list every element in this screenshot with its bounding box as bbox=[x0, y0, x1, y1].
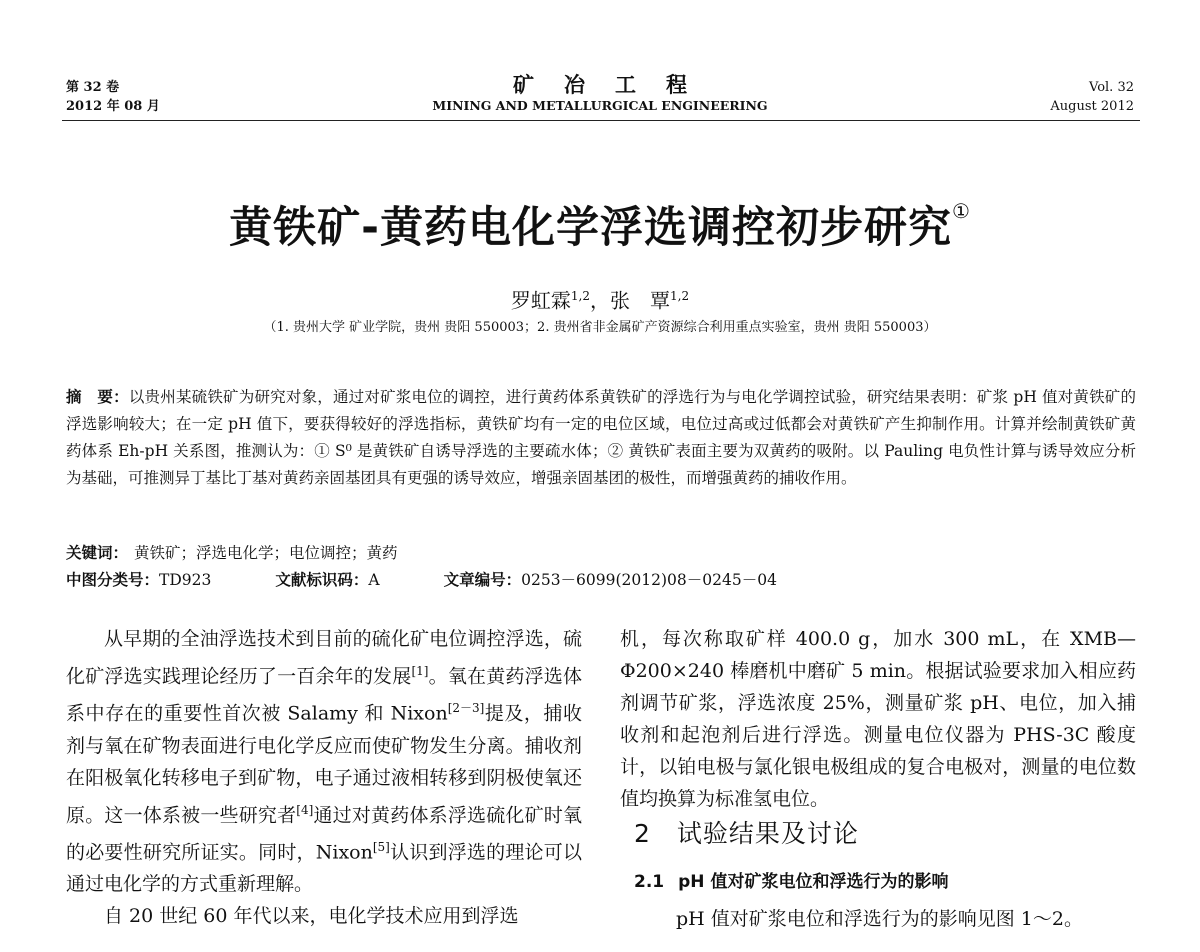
text-run: 通过对黄药体系浮选硫化矿时氧的必要性研究所证实。同时，Nixon bbox=[66, 803, 582, 864]
article-number-label: 文章编号： bbox=[443, 571, 522, 589]
abstract-text: 以贵州某硫铁矿为研究对象，通过对矿浆电位的调控，进行黄药体系黄铁矿的浮选行为与电化学调控试验，研究结果表明：矿浆 pH 值对黄铁矿的浮选影响较大；在一定 pH 值下，要获得较好的浮选指标，黄铁矿均有一定的电位区域，电位过高或过低都会对黄铁矿产生抑制作用。计算并绘制黄铁矿黄药体系 Eh-pH 关系图，推测认为：① S⁰ 是黄铁矿自诱导浮选的主要疏水体；② 黄铁矿表面主要为双黄药的吸附。以 Pauling 电负性计算与诱导效应分析为基础，可推测异丁基比丁基对黄药亲固基团具有更强的诱导效应，增强亲固基团的极性，而增强黄药的捕收作用。 bbox=[66, 388, 1136, 487]
body-paragraph-start: pH 值对矿浆电位和浮选行为的影响见图 1～2。 bbox=[676, 908, 1083, 930]
article-number-value: 0253－6099(2012)08－0245－04 bbox=[521, 571, 777, 589]
body-paragraph: 自 20 世纪 60 年代以来，电化学技术应用到浮选 bbox=[104, 905, 519, 928]
section-heading bbox=[634, 817, 859, 851]
author-separator: ， bbox=[590, 288, 610, 313]
header-right bbox=[1050, 78, 1134, 116]
authors bbox=[0, 282, 1200, 315]
section-number: 2 bbox=[634, 819, 651, 848]
classification-line bbox=[66, 567, 777, 594]
subsection-number: 2.1 bbox=[634, 872, 665, 892]
subsection-title: pH 值对矿浆电位和浮选行为的影响 bbox=[678, 872, 949, 892]
volume-cn: 第 32 卷 bbox=[66, 80, 120, 95]
doc-code-value: A bbox=[368, 571, 380, 589]
clc-label: 中图分类号： bbox=[66, 571, 160, 589]
header-left bbox=[66, 78, 160, 116]
text-run: 提及，捕收剂与氧在矿物表面进行电化学反应而使矿物发生分离。捕收剂在阳极氧化转移电子到矿物，电子通过液相转移到阴极使氧还原。这一体系被一些研究者 bbox=[66, 702, 582, 826]
abstract bbox=[66, 384, 1136, 492]
body-right-column bbox=[620, 623, 1136, 815]
volume-en: Vol. 32 bbox=[1089, 80, 1134, 95]
header-rule bbox=[62, 120, 1140, 121]
keywords-label: 关键词： bbox=[66, 544, 129, 562]
citation: [1] bbox=[411, 664, 429, 678]
citation: [2－3] bbox=[447, 701, 485, 716]
citation: [4] bbox=[296, 802, 314, 817]
clc-value: TD923 bbox=[159, 571, 212, 589]
doc-code-label: 文献标识码： bbox=[275, 571, 369, 589]
body-left-column bbox=[66, 623, 582, 932]
author-2-affiliation: 1,2 bbox=[670, 289, 690, 303]
keywords bbox=[66, 540, 1136, 567]
date-cn: 2012 年 08 月 bbox=[66, 99, 160, 114]
author-1-affiliation: 1,2 bbox=[570, 289, 590, 303]
keywords-text: 黄铁矿；浮选电化学；电位调控；黄药 bbox=[134, 544, 398, 562]
article-title-text: 黄铁矿-黄药电化学浮选调控初步研究 bbox=[229, 203, 952, 253]
journal-name-en: MINING AND METALLURGICAL ENGINEERING bbox=[432, 98, 768, 113]
text-run: 。氧在黄药浮选体系中存在的重要性首次被 Salamy 和 Nixon bbox=[66, 665, 582, 725]
date-en: August 2012 bbox=[1050, 99, 1134, 114]
body-paragraph bbox=[66, 623, 582, 900]
citation: [5] bbox=[372, 839, 390, 854]
body-paragraph: 机，每次称取矿样 400.0 g，加水 300 mL，在 XMB—Φ200×240 棒磨机中磨矿 5 min。根据试验要求加入相应药剂调节矿浆，浮选浓度 25%，测量矿浆 pH、电位，加入捕收剂和起泡剂后进行浮选。测量电位仪器为 PHS-3C 酸度计，以铂电极与氯化银电极组成的复合电极对，测量的电位数值均换算为标准氢电位。 bbox=[620, 628, 1136, 810]
author-1: 罗虹霖 bbox=[510, 288, 571, 313]
section-title: 试验结果及讨论 bbox=[676, 819, 859, 848]
subsection-heading bbox=[634, 869, 948, 895]
abstract-label: 摘 要： bbox=[66, 388, 129, 406]
title-footnote-mark: ① bbox=[951, 199, 971, 223]
journal-name-cn: 矿冶工程 bbox=[513, 72, 717, 97]
text-run: 认识到浮选的理论可以通过电化学的方式重新理解。 bbox=[66, 841, 582, 896]
text-run: 从早期的全油浮选技术到目前的硫化矿电位调控浮选，硫化矿浮选实践理论经历了一百余年的发展 bbox=[66, 628, 582, 688]
article-title bbox=[0, 184, 1200, 255]
affiliations: （1. 贵州大学 矿业学院，贵州 贵阳 550003；2. 贵州省非金属矿产资源综合利用重点实验室，贵州 贵阳 550003） bbox=[263, 320, 937, 335]
header-center bbox=[300, 72, 900, 114]
author-2: 张 覃 bbox=[610, 288, 670, 313]
